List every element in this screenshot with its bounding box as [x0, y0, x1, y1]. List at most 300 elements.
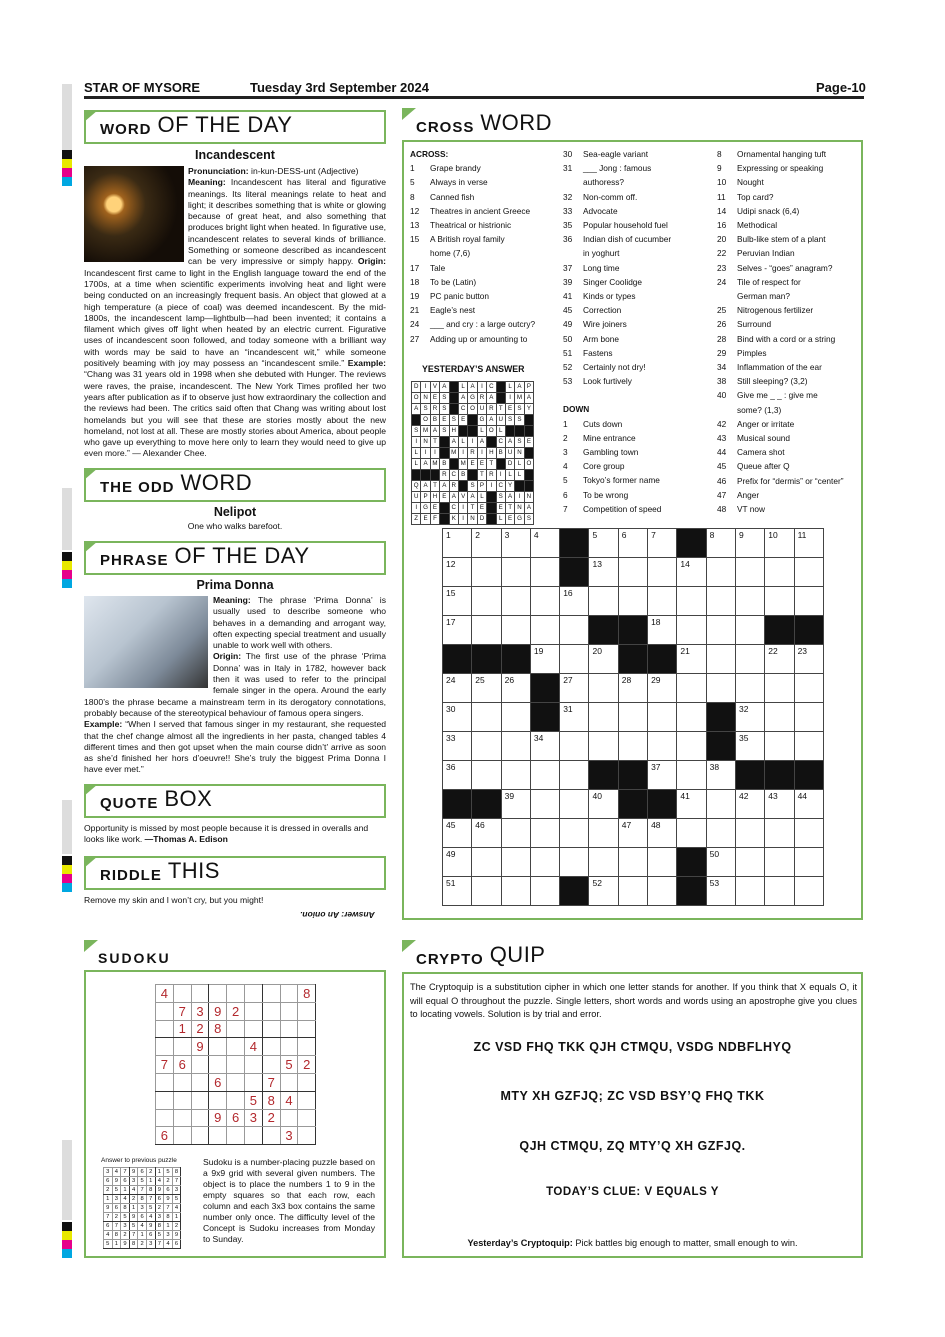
sudoku-cell[interactable]	[173, 985, 191, 1003]
crossword-cell[interactable]	[472, 529, 501, 558]
sudoku-cell[interactable]	[280, 1038, 298, 1056]
crossword-cell[interactable]	[501, 848, 530, 877]
crossword-cell[interactable]	[530, 529, 559, 558]
odd-word-title: THE ODD WORD	[84, 468, 386, 502]
sudoku-cell[interactable]	[209, 1038, 227, 1056]
crossword-cell[interactable]	[735, 587, 764, 616]
crossword-cell[interactable]	[794, 732, 823, 761]
answer-cell: T	[487, 459, 496, 470]
answer-cell: B	[430, 415, 439, 426]
crossword-cell[interactable]	[530, 819, 559, 848]
sudoku-cell: 4	[244, 1038, 262, 1056]
answer-cell: A	[468, 492, 477, 503]
crossword-cell[interactable]	[648, 529, 677, 558]
crossword-cell[interactable]	[472, 703, 501, 732]
answer-cell: E	[440, 492, 449, 503]
clue-number: 43	[768, 791, 778, 801]
crossword-cell[interactable]	[589, 703, 618, 732]
crossword-cell[interactable]	[589, 732, 618, 761]
crossword-cell[interactable]	[706, 877, 735, 906]
crossword-cell[interactable]	[443, 587, 472, 616]
crossword-cell[interactable]	[472, 732, 501, 761]
answer-cell: R	[468, 448, 477, 459]
crossword-cell[interactable]	[530, 645, 559, 674]
crossword-cell[interactable]	[735, 674, 764, 703]
crossword-cell[interactable]	[589, 645, 618, 674]
answer-cell: M	[421, 426, 430, 437]
crossword-cell[interactable]	[677, 587, 706, 616]
sudoku-cell[interactable]	[173, 1091, 191, 1109]
crossword-cell[interactable]	[648, 674, 677, 703]
clue: 37 Long time	[563, 262, 620, 273]
sudoku-cell[interactable]	[244, 1002, 262, 1020]
sudoku-cell[interactable]	[298, 1127, 316, 1145]
crossword-cell[interactable]	[618, 587, 647, 616]
crossword-cell[interactable]	[765, 877, 794, 906]
previous-sudoku-cell: 2	[172, 1222, 181, 1231]
sudoku-cell[interactable]	[244, 985, 262, 1003]
crossword-cell[interactable]	[443, 848, 472, 877]
crossword-cell[interactable]	[560, 674, 589, 703]
sudoku-cell[interactable]	[156, 1020, 174, 1038]
crossword-cell[interactable]	[765, 848, 794, 877]
sudoku-cell[interactable]	[191, 985, 209, 1003]
crossword-cell[interactable]	[443, 877, 472, 906]
crossword-cell[interactable]	[530, 877, 559, 906]
answer-cell: L	[496, 426, 505, 437]
crossword-cell[interactable]	[794, 645, 823, 674]
sudoku-cell[interactable]	[298, 1038, 316, 1056]
crossword-cell[interactable]	[530, 558, 559, 587]
answer-cell: I	[430, 448, 439, 459]
clue: 14 Udipi snack (6,4)	[717, 205, 800, 216]
answer-cell: S	[440, 404, 449, 415]
crossword-cell[interactable]	[706, 848, 735, 877]
sudoku-cell[interactable]	[227, 1038, 245, 1056]
crossword-cell[interactable]	[794, 587, 823, 616]
crossword-cell[interactable]	[501, 819, 530, 848]
sudoku-cell[interactable]	[280, 985, 298, 1003]
previous-sudoku-cell: 3	[155, 1213, 164, 1222]
crossword-cell[interactable]	[443, 703, 472, 732]
answer-cell: B	[458, 470, 467, 481]
crossword-cell[interactable]	[765, 529, 794, 558]
clue: 38 Still sleeping? (3,2)	[717, 376, 808, 387]
previous-answer-label: Answer to previous puzzle	[101, 1157, 177, 1164]
clue: 49 Wire joiners	[563, 319, 627, 330]
sudoku-cell[interactable]	[156, 1002, 174, 1020]
sudoku-cell[interactable]	[227, 1073, 245, 1091]
sudoku-cell[interactable]	[244, 1127, 262, 1145]
clue-number: 8	[709, 530, 715, 540]
crossword-cell[interactable]	[443, 616, 472, 645]
crossword-cell[interactable]	[443, 732, 472, 761]
answer-cell: C	[458, 404, 467, 415]
answer-cell: D	[477, 514, 486, 525]
crossword-cell[interactable]	[648, 819, 677, 848]
sudoku-cell[interactable]	[280, 1109, 298, 1127]
answer-cell: M	[515, 393, 524, 404]
answer-cell: A	[449, 492, 458, 503]
crossword-cell[interactable]	[501, 529, 530, 558]
sudoku-cell[interactable]	[298, 1073, 316, 1091]
answer-cell	[524, 415, 533, 426]
crossword-cell[interactable]	[501, 616, 530, 645]
crossword-cell[interactable]	[618, 529, 647, 558]
phrase-of-the-day-title: PHRASE OF THE DAY	[84, 541, 386, 575]
sudoku-cell[interactable]	[191, 1073, 209, 1091]
sudoku-cell[interactable]	[156, 1038, 174, 1056]
answer-cell: A	[468, 382, 477, 393]
sudoku-cell[interactable]	[244, 1020, 262, 1038]
crossword-cell[interactable]	[589, 587, 618, 616]
answer-cell: I	[477, 382, 486, 393]
crossword-cell[interactable]	[706, 761, 735, 790]
crossword-cell[interactable]	[794, 529, 823, 558]
crossword-cell[interactable]	[735, 616, 764, 645]
registration-marks	[62, 1222, 72, 1258]
answer-cell	[412, 415, 421, 426]
answer-cell: R	[487, 470, 496, 481]
crossword-cell[interactable]	[560, 703, 589, 732]
crossword-cell[interactable]	[765, 703, 794, 732]
previous-sudoku-cell: 4	[121, 1195, 130, 1204]
sudoku-cell[interactable]	[191, 1127, 209, 1145]
crossword-cell[interactable]	[560, 761, 589, 790]
previous-sudoku-cell: 1	[129, 1204, 138, 1213]
previous-sudoku-cell: 9	[112, 1177, 121, 1186]
crossword-cell[interactable]	[765, 790, 794, 819]
crossword-cell[interactable]	[589, 819, 618, 848]
sudoku-cell[interactable]	[209, 1127, 227, 1145]
crossword-cell[interactable]	[735, 790, 764, 819]
sudoku-cell[interactable]	[209, 985, 227, 1003]
sudoku-cell[interactable]	[191, 1091, 209, 1109]
crossword-cell[interactable]	[530, 848, 559, 877]
clue: 9 Expressing or speaking	[717, 163, 824, 174]
crossword-cell[interactable]	[765, 732, 794, 761]
crossword-cell[interactable]	[648, 703, 677, 732]
crossword-cell[interactable]	[706, 674, 735, 703]
clue: 43 Musical sound	[717, 433, 791, 444]
clue-number: 52	[592, 878, 602, 888]
crossword-cell[interactable]	[618, 703, 647, 732]
crossword-cell[interactable]	[472, 877, 501, 906]
sudoku-cell[interactable]	[298, 1091, 316, 1109]
crossword-cell[interactable]	[472, 558, 501, 587]
crossword-cell[interactable]	[677, 558, 706, 587]
crossword-cell[interactable]	[706, 645, 735, 674]
sudoku-cell[interactable]	[298, 1002, 316, 1020]
sudoku-cell[interactable]	[173, 1073, 191, 1091]
crossword-cell[interactable]	[677, 616, 706, 645]
answer-cell: T	[496, 404, 505, 415]
crossword-cell	[501, 645, 530, 674]
crossword-cell[interactable]	[765, 558, 794, 587]
previous-sudoku-cell: 4	[155, 1177, 164, 1186]
answer-cell	[440, 514, 449, 525]
crossword-cell[interactable]	[648, 616, 677, 645]
crossword-cell[interactable]	[501, 703, 530, 732]
sudoku-cell[interactable]	[227, 985, 245, 1003]
previous-sudoku-cell: 5	[146, 1204, 155, 1213]
clue: some? (1,3)	[737, 404, 782, 415]
answer-cell	[449, 404, 458, 415]
clue: 46 Prefix for “dermis” or “center”	[717, 475, 844, 486]
crossword-cell[interactable]	[618, 819, 647, 848]
crossword-cell[interactable]	[677, 790, 706, 819]
sudoku-cell[interactable]	[156, 1073, 174, 1091]
crossword-cell[interactable]	[794, 790, 823, 819]
sudoku-cell[interactable]	[298, 1020, 316, 1038]
crossword-cell[interactable]	[560, 732, 589, 761]
crossword-cell[interactable]	[648, 732, 677, 761]
sudoku-cell[interactable]	[262, 1056, 280, 1074]
crossword-cell[interactable]	[443, 558, 472, 587]
previous-sudoku-cell: 6	[146, 1231, 155, 1240]
sudoku-cell[interactable]	[227, 1127, 245, 1145]
sudoku-cell[interactable]	[191, 1056, 209, 1074]
crossword-cell[interactable]	[560, 848, 589, 877]
crossword-cell[interactable]	[472, 587, 501, 616]
crossword-cell[interactable]	[735, 819, 764, 848]
sudoku-cell[interactable]	[173, 1038, 191, 1056]
answer-cell: I	[458, 503, 467, 514]
sudoku-cell[interactable]	[262, 1020, 280, 1038]
crossword-cell[interactable]	[472, 616, 501, 645]
crossword-cell[interactable]	[648, 587, 677, 616]
sudoku-cell[interactable]	[280, 1020, 298, 1038]
clue-number: 23	[797, 646, 808, 656]
answer-cell: S	[515, 437, 524, 448]
crossword-cell[interactable]	[765, 587, 794, 616]
answer-cell: L	[505, 470, 514, 481]
crossword-cell[interactable]	[735, 703, 764, 732]
clue-number: 31	[563, 704, 573, 714]
crossword-cell[interactable]	[443, 819, 472, 848]
header-rule	[84, 96, 864, 99]
sudoku-cell[interactable]	[280, 1002, 298, 1020]
previous-sudoku-cell: 2	[138, 1240, 147, 1249]
crossword-cell[interactable]	[560, 616, 589, 645]
crossword-cell	[589, 761, 618, 790]
crossword-cell[interactable]	[735, 558, 764, 587]
crossword-cell[interactable]	[794, 848, 823, 877]
sudoku-cell[interactable]	[262, 1002, 280, 1020]
crossword-cell[interactable]	[794, 819, 823, 848]
crossword-cell	[677, 877, 706, 906]
crossword-cell[interactable]	[706, 529, 735, 558]
crossword-cell[interactable]	[530, 732, 559, 761]
previous-sudoku-cell: 3	[172, 1186, 181, 1195]
crossword-cell[interactable]	[648, 877, 677, 906]
answer-cell: R	[477, 393, 486, 404]
crossword-cell[interactable]	[530, 587, 559, 616]
crossword-cell[interactable]	[677, 674, 706, 703]
sudoku-cell: 7	[262, 1073, 280, 1091]
crossword-cell	[618, 616, 647, 645]
crossword-cell[interactable]	[501, 587, 530, 616]
crossword-cell[interactable]	[530, 790, 559, 819]
crossword-cell[interactable]	[501, 558, 530, 587]
crossword-cell[interactable]	[501, 790, 530, 819]
crossword-cell	[560, 558, 589, 587]
clue-number: 17	[446, 617, 456, 627]
sudoku-cell[interactable]	[227, 1091, 245, 1109]
crossword-cell[interactable]	[560, 790, 589, 819]
clue-number: 10	[768, 530, 778, 540]
crossword-cell[interactable]	[618, 732, 647, 761]
crossword-cell	[443, 790, 472, 819]
previous-sudoku-cell: 6	[104, 1222, 113, 1231]
clue: 47 Anger	[717, 489, 760, 500]
crossword-cell[interactable]	[765, 674, 794, 703]
answer-cell: A	[505, 437, 514, 448]
sudoku-cell[interactable]	[227, 1020, 245, 1038]
crossword-cell[interactable]	[794, 703, 823, 732]
crossword-cell[interactable]	[560, 645, 589, 674]
crossword-cell[interactable]	[589, 848, 618, 877]
crossword-cell[interactable]	[706, 587, 735, 616]
crossword-cell[interactable]	[560, 587, 589, 616]
crossword-cell[interactable]	[589, 558, 618, 587]
sudoku-cell[interactable]	[173, 1127, 191, 1145]
crossword-cell[interactable]	[530, 616, 559, 645]
crossword-cell[interactable]	[472, 819, 501, 848]
crossword-cell[interactable]	[443, 761, 472, 790]
answer-cell: K	[449, 514, 458, 525]
crossword-cell[interactable]	[648, 558, 677, 587]
crossword-cell[interactable]	[735, 732, 764, 761]
crossword-cell[interactable]	[735, 877, 764, 906]
answer-cell: O	[468, 404, 477, 415]
phrase-term: Prima Donna	[196, 578, 274, 592]
previous-sudoku-cell: 6	[172, 1240, 181, 1249]
crossword-cell[interactable]	[501, 732, 530, 761]
crossword-cell[interactable]	[677, 732, 706, 761]
clue: 50 Arm bone	[563, 333, 619, 344]
answer-cell: T	[430, 437, 439, 448]
sudoku-cell: 6	[209, 1073, 227, 1091]
quote-text: Opportunity is missed by most people because it is dressed in overalls and looks like work. —Thomas A. Edison	[84, 823, 369, 845]
crossword-cell	[443, 645, 472, 674]
crossword-cell[interactable]	[706, 616, 735, 645]
answer-cell: L	[412, 448, 421, 459]
sudoku-cell[interactable]	[209, 1056, 227, 1074]
clue: 23 Selves - “goes” anagram?	[717, 262, 833, 273]
sudoku-cell[interactable]	[227, 1056, 245, 1074]
crossword-cell[interactable]	[794, 558, 823, 587]
answer-cell: T	[430, 481, 439, 492]
sudoku-cell[interactable]	[298, 1109, 316, 1127]
sudoku-cell[interactable]	[156, 1109, 174, 1127]
crossword-cell[interactable]	[472, 761, 501, 790]
clue-number: 4	[533, 530, 539, 540]
crossword-cell[interactable]	[589, 877, 618, 906]
crossword-cell[interactable]	[472, 848, 501, 877]
crossword-cell[interactable]	[706, 790, 735, 819]
previous-sudoku-cell: 7	[146, 1195, 155, 1204]
crossword-cell[interactable]	[560, 819, 589, 848]
crossword-cell[interactable]	[677, 819, 706, 848]
crossword-cell[interactable]	[677, 761, 706, 790]
crossword-cell[interactable]	[648, 761, 677, 790]
answer-cell: Z	[412, 514, 421, 525]
clue-number: 25	[475, 675, 485, 685]
sudoku-cell[interactable]	[244, 1073, 262, 1091]
sudoku-cell: 9	[209, 1109, 227, 1127]
crossword-cell[interactable]	[618, 558, 647, 587]
odd-word-term: Nelipot	[213, 505, 257, 519]
crossword-cell[interactable]	[706, 558, 735, 587]
sudoku-cell[interactable]	[262, 1127, 280, 1145]
sudoku-cell: 2	[227, 1002, 245, 1020]
clue-number: 44	[797, 791, 808, 801]
clue-number: 18	[651, 617, 661, 627]
sudoku-cell[interactable]	[280, 1073, 298, 1091]
crossword-cell[interactable]	[501, 674, 530, 703]
crossword-cell[interactable]	[735, 848, 764, 877]
crossword-cell[interactable]	[530, 761, 559, 790]
crossword-cell[interactable]	[735, 529, 764, 558]
crossword-cell[interactable]	[765, 645, 794, 674]
crossword-cell[interactable]	[677, 645, 706, 674]
crossword-cell[interactable]	[648, 848, 677, 877]
answer-cell: O	[412, 393, 421, 404]
sudoku-cell[interactable]	[156, 1091, 174, 1109]
crossword-cell[interactable]	[472, 674, 501, 703]
crossword-cell[interactable]	[589, 790, 618, 819]
crossword-cell[interactable]	[443, 674, 472, 703]
sudoku-cell: 3	[280, 1127, 298, 1145]
crossword-cell	[648, 790, 677, 819]
crossword-cell[interactable]	[443, 529, 472, 558]
crossword-cell[interactable]	[618, 674, 647, 703]
crossword-cell[interactable]	[765, 819, 794, 848]
sudoku-cell[interactable]	[244, 1056, 262, 1074]
crossword-cell[interactable]	[618, 848, 647, 877]
crossword-cell[interactable]	[501, 761, 530, 790]
crossword-cell[interactable]	[618, 877, 647, 906]
sudoku-cell[interactable]	[209, 1091, 227, 1109]
crossword-cell[interactable]	[794, 674, 823, 703]
clue: 22 Peruvian Indian	[717, 248, 795, 259]
answer-cell	[505, 426, 514, 437]
sudoku-cell[interactable]	[191, 1109, 209, 1127]
registration-marks	[62, 552, 72, 588]
crossword-cell[interactable]	[706, 819, 735, 848]
crossword-cell[interactable]	[735, 645, 764, 674]
crossword-cell[interactable]	[501, 877, 530, 906]
cryptoquip-line-3: QJH CTMQU, ZQ MTY’Q XH GZFJQ.	[519, 1139, 746, 1153]
answer-cell: S	[440, 393, 449, 404]
crossword-cell[interactable]	[589, 529, 618, 558]
sudoku-cell[interactable]	[262, 1038, 280, 1056]
crossword-cell[interactable]	[794, 877, 823, 906]
sudoku-cell[interactable]	[262, 985, 280, 1003]
sudoku-cell: 3	[191, 1002, 209, 1020]
crossword-cell[interactable]	[677, 703, 706, 732]
answer-cell: N	[515, 448, 524, 459]
answer-cell: G	[477, 415, 486, 426]
previous-sudoku-cell: 9	[172, 1231, 181, 1240]
answer-cell: R	[430, 404, 439, 415]
answer-cell: E	[524, 437, 533, 448]
answer-cell	[458, 426, 467, 437]
sudoku-cell[interactable]	[173, 1109, 191, 1127]
crossword-cell[interactable]	[589, 674, 618, 703]
clue-number: 42	[738, 791, 749, 801]
